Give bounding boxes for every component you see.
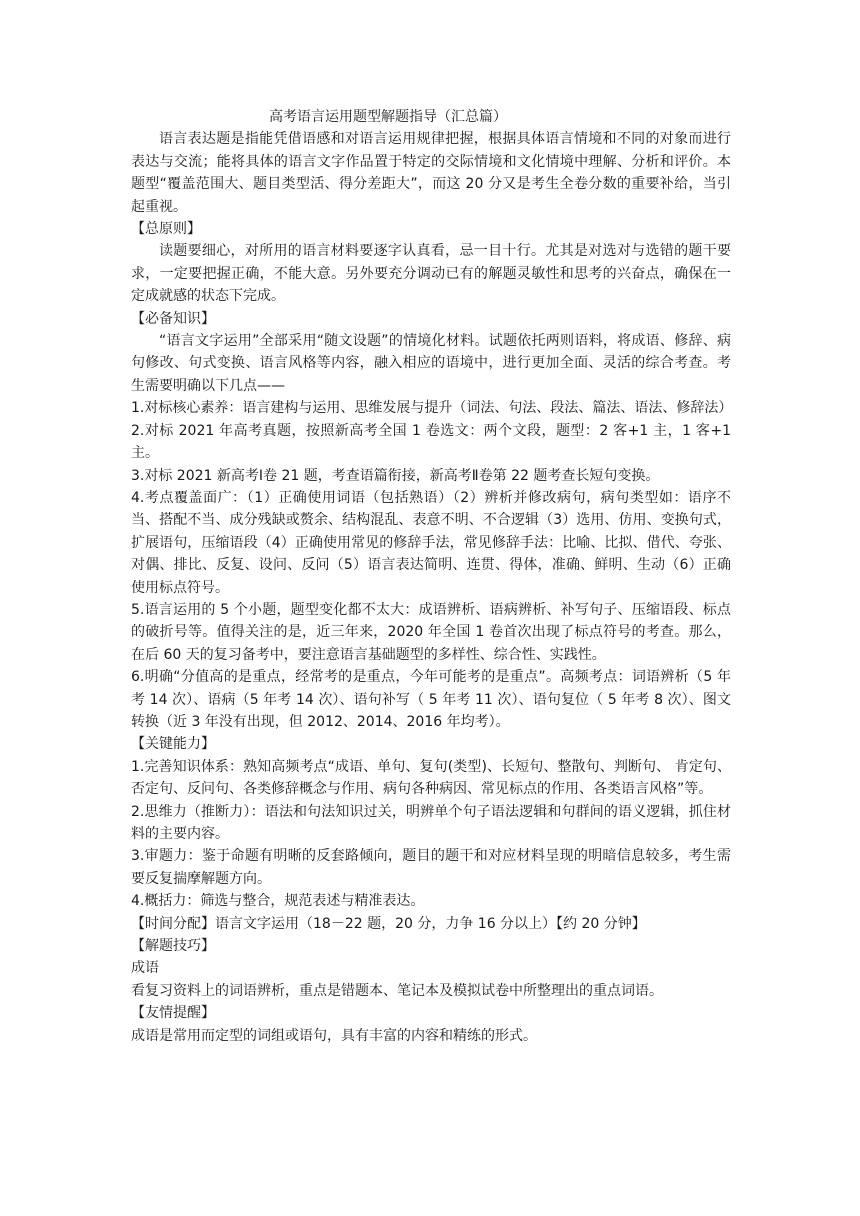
ability-item: 4.概括力：筛选与整合，规范表述与精准表达。 <box>131 893 425 910</box>
knowledge-item: 3.对标 2021 新高考Ⅰ卷 21 题，考查语篇衔接，新高考Ⅱ卷第 22 题考查长短句变换。 <box>131 467 660 484</box>
principle-heading: 【总原则】 <box>131 221 201 238</box>
principle-paragraph: 读题要细心，对所用的语言材料要逐字认真看，忌一目十行。尤其是对选对与选错的题干要求，一定要把握正确，不能大意。另外要充分调动已有的解题灵敏性和思考的兴奋点，确保在一定成就感的状态下完成。 <box>131 243 731 305</box>
knowledge-heading: 【必备知识】 <box>131 310 215 327</box>
skills-paragraph: 看复习资料上的词语辨析，重点是错题本、笔记本及模拟试卷中所整理出的重点词语。 <box>131 982 663 999</box>
document-body <box>131 106 731 1047</box>
knowledge-item: 2.对标 2021 年高考真题，按照新高考全国 1 卷选文：两个文段，题型：2 客+1 主，1 客+1 主。 <box>131 422 731 462</box>
document-title: 高考语言运用题型解题指导（汇总篇） <box>269 109 507 125</box>
skills-subheading: 成语 <box>131 960 159 977</box>
ability-item: 3.审题力：鉴于命题有明晰的反套路倾向，题目的题干和对应材料呈现的明暗信息较多，考生需要反复揣摩解题方向。 <box>131 848 731 887</box>
knowledge-item: 4.考点覆盖面广：（1）正确使用词语（包括熟语）（2）辨析并修改病句，病句类型如：语序不当、搭配不当、成分残缺或赘余、结构混乱、表意不明、不合逻辑（3）选用、仿用、变换句式，扩展语句，压缩语段（4）正确使用常见的修辞手法，常见修辞手法：比喻、比拟、借代、夸张、对偶、排比、反复、设问、反问（5）语言表达简明、连贯、得体，准确、鲜明、生动（6）正确使用标点符号。 <box>131 489 731 596</box>
skills-heading: 【解题技巧】 <box>131 938 215 955</box>
knowledge-item: 6.明确“分值高的是重点，经常考的是重点，今年可能考的是重点”。高频考点：词语辨析（5 年考 14 次）、语病（5 年考 14 次）、语句补写（ 5 年考 11 次）、语句复位（ 5 年考 8 次）、图文转换（近 3 年没有出现，但 2012、2014、2016 年均考）。 <box>131 669 731 730</box>
intro-paragraph: 语言表达题是指能凭借语感和对语言运用规律把握，根据具体语言情境和不同的对象而进行表达与交流；能将具体的语言文字作品置于特定的交际情境和文化情境中理解、分析和评价。本题型“覆盖范围大、题目类型活、得分差距大”，而这 20 分又是考生全卷分数的重要补给，当引起重视。 <box>131 131 731 215</box>
ability-item: 1.完善知识体系：熟知高频考点“成语、单句、复句(类型)、长短句、整散句、判断句、 肯定句、 否定句、反问句、各类修辞概念与作用、病句各种病因、常见标点的作用、各类语言风格”等。 <box>131 758 731 798</box>
ability-heading: 【关键能力】 <box>131 736 215 753</box>
reminder-heading: 【友情提醒】 <box>131 1005 215 1022</box>
knowledge-intro: “语言文字运用”全部采用“随文设题”的情境化材料。试题依托两则语料，将成语、修辞、病句修改、句式变换、语言风格等内容，融入相应的语境中，进行更加全面、灵活的综合考查。考生需要明确以下几点—— <box>131 333 731 394</box>
knowledge-item: 5.语言运用的 5 个小题，题型变化都不太大：成语辨析、语病辨析、补写句子、压缩语段、标点的破折号等。值得关注的是，近三年来，2020 年全国 1 卷首次出现了标点符号的考查。那么，在后 60 天的复习备考中，要注意语言基础题型的多样性、综合性、实践性。 <box>131 601 731 663</box>
ability-item: 2.思维力（推断力）：语法和句法知识过关，明辨单个句子语法逻辑和句群间的语义逻辑，抓住材料的主要内容。 <box>131 803 731 842</box>
reminder-paragraph: 成语是常用而定型的词组或语句，具有丰富的内容和精练的形式。 <box>131 1027 537 1044</box>
time-allocation-line: 【时间分配】语言文字运用（18－22 题，20 分，力争 16 分以上）【约 20 分钟】 <box>131 915 646 932</box>
knowledge-item: 1.对标核心素养：语言建构与运用、思维发展与提升（词法、句法、段法、篇法、语法、修辞法） <box>131 400 733 417</box>
